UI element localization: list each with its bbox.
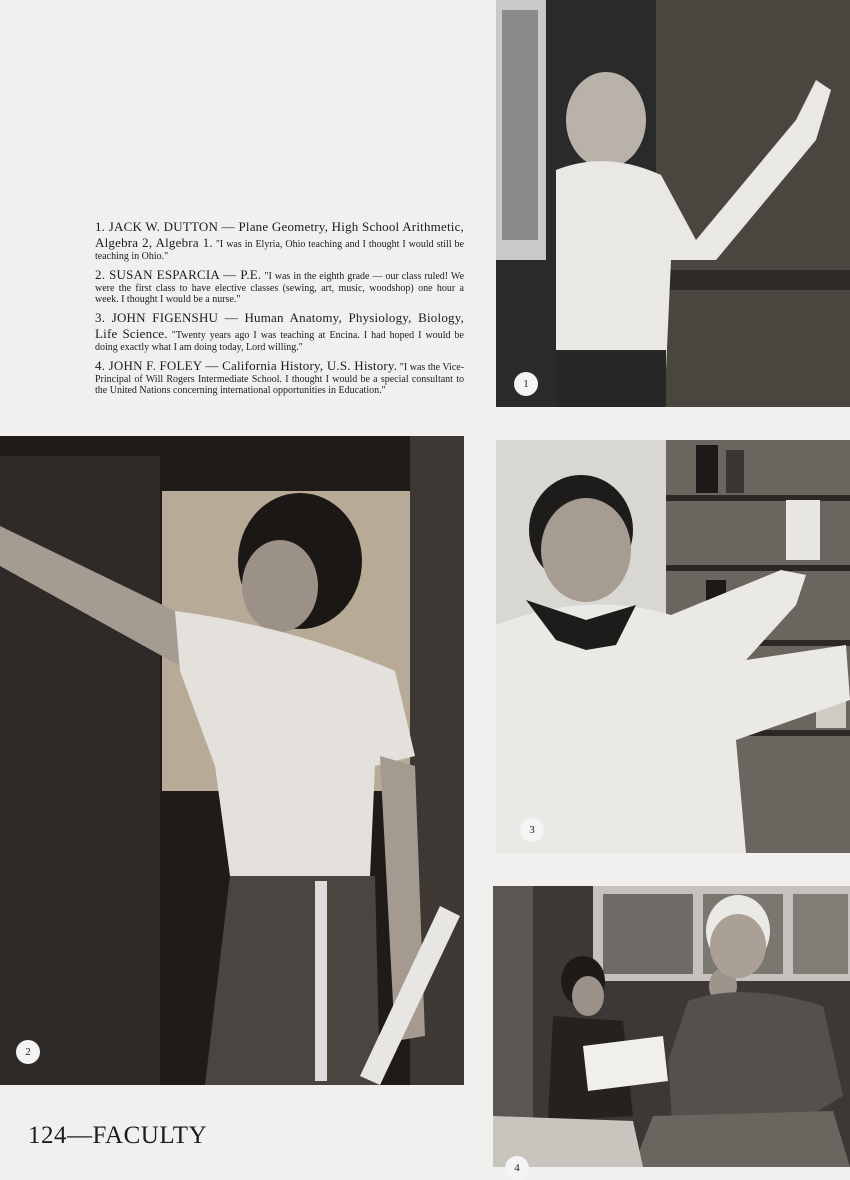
- caption-number: 4.: [95, 358, 106, 373]
- caption-name: JOHN F. FOLEY: [108, 358, 202, 373]
- photo-john-figenshu: [496, 440, 850, 853]
- photo-john-foley: [493, 886, 850, 1174]
- caption-dash: —: [221, 219, 235, 234]
- page-footer: [28, 1122, 207, 1150]
- page-number: 124: [28, 1122, 67, 1149]
- caption-2: [95, 267, 464, 305]
- caption-name: JACK W. DUTTON: [108, 219, 219, 234]
- photo-jack-dutton: [496, 0, 850, 407]
- caption-name: JOHN FIGENSHU: [111, 310, 219, 325]
- caption-quote: "I was in Elyria, Ohio teaching and I thought I would still be teaching in Ohio.": [95, 239, 464, 262]
- photo-1-scene: [496, 0, 850, 407]
- caption-1: [95, 219, 464, 262]
- caption-number: 3.: [95, 310, 106, 325]
- caption-subjects: Plane Geometry, High School Arithmetic, Algebra 2, Algebra 1.: [95, 219, 464, 250]
- caption-quote: "I was the Vice-Principal of Will Rogers Intermediate School. I thought I would be a special consultant to the United Nations concerning international opportunities in Education.": [95, 362, 465, 396]
- caption-number: 2.: [95, 267, 106, 282]
- caption-4: [95, 358, 464, 396]
- caption-number: 1.: [95, 219, 106, 234]
- caption-subjects: Human Anatomy, Physiology, Biology, Life Science.: [95, 310, 465, 341]
- footer-dash: —: [67, 1122, 93, 1149]
- photo-susan-esparcia: [0, 436, 464, 1085]
- caption-subjects: P.E.: [240, 267, 262, 282]
- caption-subjects: California History, U.S. History.: [222, 358, 398, 373]
- caption-dash: —: [224, 310, 238, 325]
- photo-number-badge: 3: [520, 818, 544, 842]
- caption-quote: "I was in the eighth grade — our class ruled! We were the first class to have elective classes (sewing, art, music, woodshop) one hour a week. I thought I would be a nurse.": [95, 271, 465, 305]
- photo-number-badge: 4: [505, 1156, 529, 1180]
- caption-dash: —: [223, 267, 237, 282]
- photo-2-scene: [0, 436, 464, 1085]
- caption-dash: —: [205, 358, 219, 373]
- section-title: FACULTY: [92, 1122, 208, 1149]
- photo-4-scene: [493, 886, 850, 1167]
- caption-3: [95, 310, 464, 353]
- caption-name: SUSAN ESPARCIA: [109, 267, 220, 282]
- photo-number-badge: 2: [16, 1040, 40, 1064]
- caption-quote: "Twenty years ago I was teaching at Encina. I had hoped I would be doing exactly what I am doing today, Lord willing.": [95, 330, 464, 353]
- photo-3-scene: [496, 440, 850, 853]
- photo-number-badge: 1: [514, 372, 538, 396]
- faculty-captions: [95, 219, 464, 401]
